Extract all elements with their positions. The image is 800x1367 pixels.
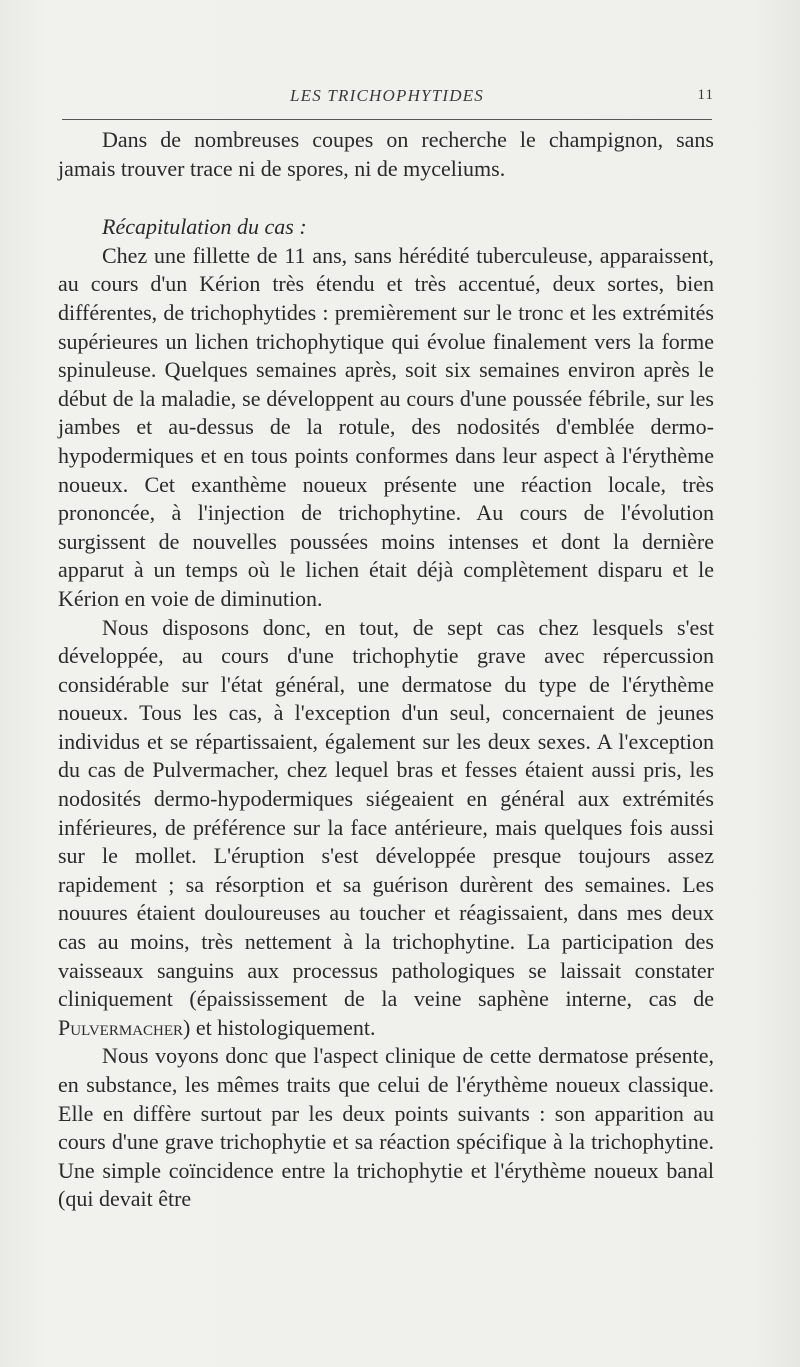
paragraph-seven-cases-text: Nous disposons donc, en tout, de sept cas chez lesquels s'est développée, au cours d'une trichophytie grave avec répercussion considérable sur l'état général, une dermatose du type de l'érythème noueux. Tous les cas, à l'exception d'un seul, concernaient de jeunes individus et se répartissaient, également sur les deux sexes. A l'exception du cas de Pulvermacher, chez lequel bras et fesses étaient aussi pris, les nodosités dermo-hypodermiques siégeaient en général aux extrémités inférieures, de préférence sur la face antérieure, mais quelques fois aussi sur le mollet. L'éruption s'est développée presque toujours assez rapidement ; sa résorption et sa guérison durèrent des semaines. Les nouures étaient douloureuses au toucher et réagissaient, dans mes deux cas au moins, très nettement à la trichophytine. La participation des vaisseaux sanguins aux processus pathologiques se laissait constater cliniquement (épaississement de la veine saphène interne, cas de	[58, 614, 714, 1012]
author-name: Pulvermacher	[58, 1014, 184, 1040]
paragraph-case-summary: Chez une fillette de 11 ans, sans hérédité tuberculeuse, apparaissent, au cours d'un Kérion très étendu et très accentué, deux sortes, bien différentes, de trichophytides : premièrement sur le tronc et les extrémités supérieures un lichen trichophytique qui évolue finalement vers la forme spinuleuse. Quelques semaines après, soit six semaines environ après le début de la maladie, se développent au cours d'une poussée fébrile, sur les jambes et au-dessus de la rotule, des nodosités d'emblée dermo-hypodermiques et en tous points conformes dans leur aspect à l'érythème noueux. Cet exanthème noueux présente une réaction locale, très prononcée, à l'injection de trichophytine. Au cours de l'évolution surgissent de nouvelles poussées moins intenses et dont la dernière apparut à un temps où le lichen était déjà complètement disparu et le Kérion en voie de diminution.	[58, 242, 714, 611]
header-rule	[62, 119, 712, 120]
page-number: 11	[697, 87, 714, 103]
paragraph-seven-cases	[58, 614, 714, 1043]
paragraph-seven-cases-end: ) et histologiquement.	[183, 1014, 376, 1040]
paragraph-intro: Dans de nombreuses coupes on recherche le champignon, sans jamais trouver trace ni de spores, ni de myceliums.	[58, 127, 714, 181]
body-text	[58, 126, 714, 1214]
section-heading: Récapitulation du cas :	[102, 214, 307, 240]
page-header	[60, 86, 714, 110]
paragraph-clinical-aspect: Nous voyons donc que l'aspect clinique de cette dermatose présente, en substance, les mêmes traits que celui de l'érythème noueux classique. Elle en diffère surtout par les deux points suivants : son apparition au cours d'une grave trichophytie et sa réaction spécifique à la trichophytine. Une simple coïncidence entre la trichophytie et l'érythème noueux banal (qui devait être	[58, 1043, 714, 1212]
running-title: LES TRICHOPHYTIDES	[290, 86, 484, 105]
